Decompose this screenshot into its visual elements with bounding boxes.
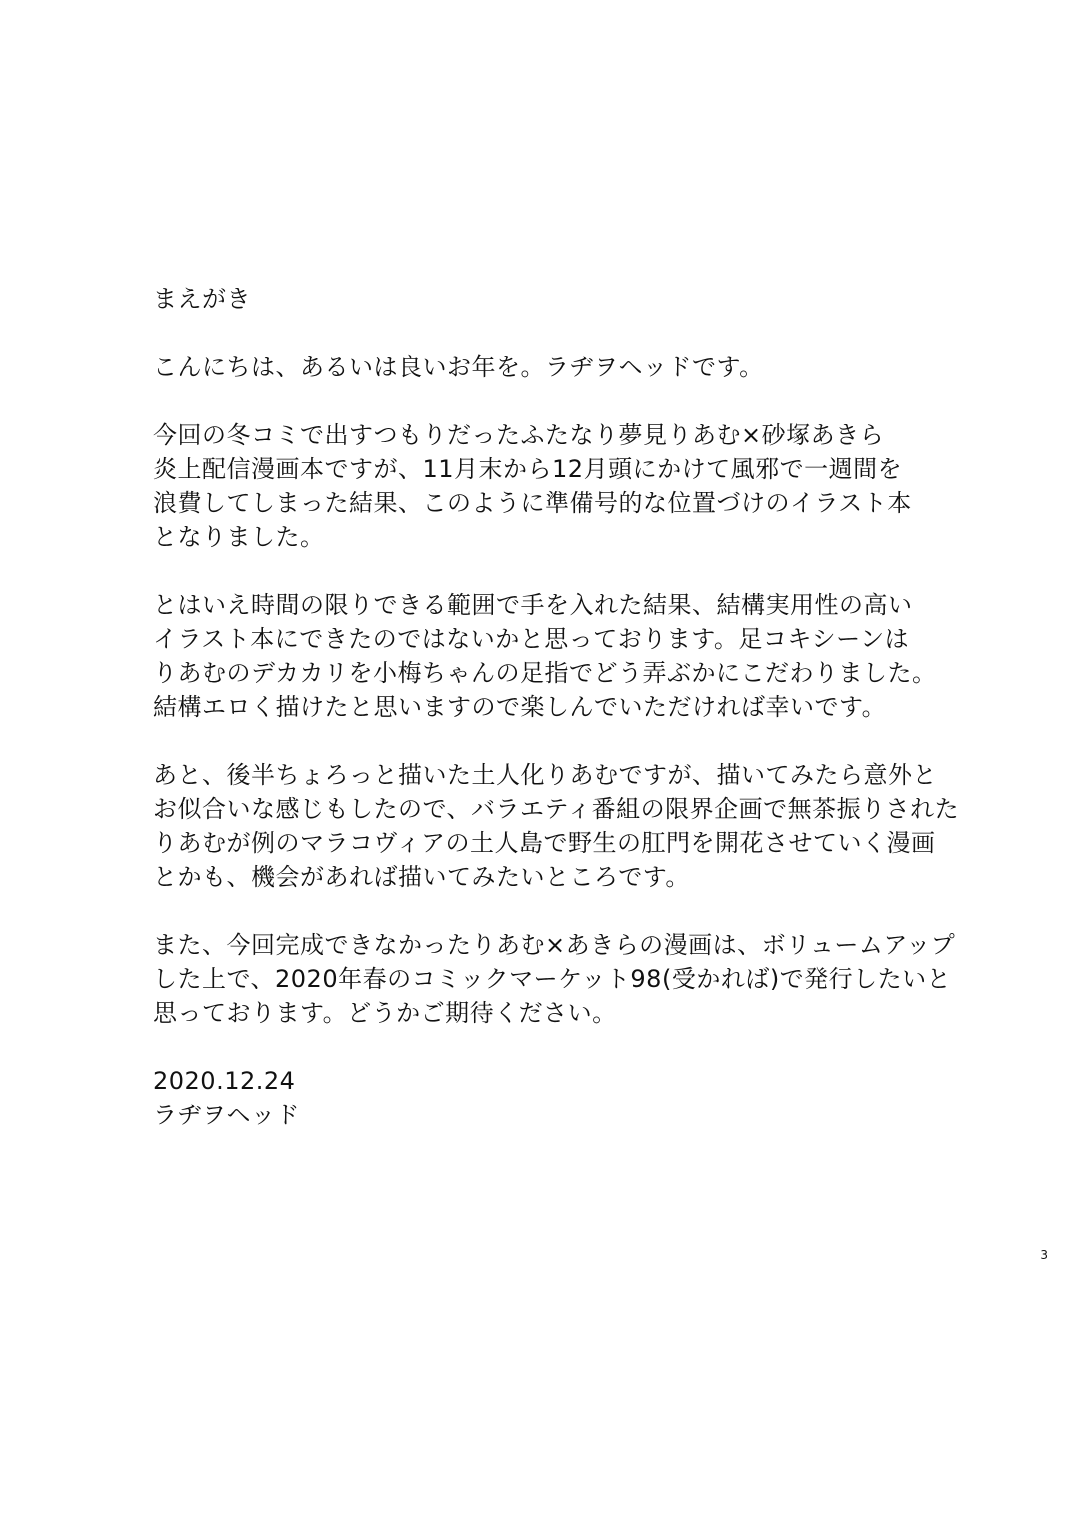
paragraph-future bbox=[153, 928, 1013, 1030]
page-number: 3 bbox=[1040, 1248, 1048, 1262]
text-line: あと、後半ちょろっと描いた土人化りあむですが、描いてみたら意外と bbox=[153, 761, 937, 789]
paragraph-greeting bbox=[153, 350, 1013, 384]
paragraph-content bbox=[153, 588, 1013, 724]
text-line: りあむのデカカリを小梅ちゃんの足指でどう弄ぶかにこだわりました。 bbox=[153, 659, 937, 687]
text-line: とかも、機会があれば描いてみたいところです。 bbox=[153, 863, 690, 891]
text-line: 思っております。どうかご期待ください。 bbox=[153, 999, 617, 1027]
text-line: とはいえ時間の限りできる範囲で手を入れた結果、結構実用性の高い bbox=[153, 591, 913, 619]
author-line: ラヂヲヘッド bbox=[153, 1101, 300, 1129]
paragraph-intro bbox=[153, 418, 1013, 554]
text-line: した上で、2020年春のコミックマーケット98(受かれば)で発行したいと bbox=[153, 965, 952, 993]
text-line: まえがき bbox=[153, 285, 251, 313]
heading-title bbox=[153, 282, 1013, 316]
date-line: 2020.12.24 bbox=[153, 1067, 296, 1095]
paragraph-extra bbox=[153, 758, 1013, 894]
text-line: お似合いな感じもしたので、バラエティ番組の限界企画で無茶振りされた bbox=[153, 795, 960, 823]
text-line: 炎上配信漫画本ですが、11月末から12月頭にかけて風邪で一週間を bbox=[153, 455, 903, 483]
text-line: りあむが例のマラコヴィアの土人島で野生の肛門を開花させていく漫画 bbox=[153, 829, 936, 857]
text-line: 結構エロく描けたと思いますので楽しんでいただければ幸いです。 bbox=[153, 693, 887, 721]
text-line: 浪費してしまった結果、このように準備号的な位置づけのイラスト本 bbox=[153, 489, 912, 517]
text-line: となりました。 bbox=[153, 523, 325, 551]
text-line: また、今回完成できなかったりあむ×あきらの漫画は、ボリュームアップ bbox=[153, 931, 956, 959]
afterword-text bbox=[153, 282, 1013, 1166]
text-line: こんにちは、あるいは良いお年を。ラヂヲヘッドです。 bbox=[153, 353, 764, 381]
signature-block bbox=[153, 1064, 1013, 1132]
text-line: イラスト本にできたのではないかと思っております。足コキシーンは bbox=[153, 625, 910, 653]
text-line: 今回の冬コミで出すつもりだったふたなり夢見りあむ×砂塚あきら bbox=[153, 421, 885, 449]
